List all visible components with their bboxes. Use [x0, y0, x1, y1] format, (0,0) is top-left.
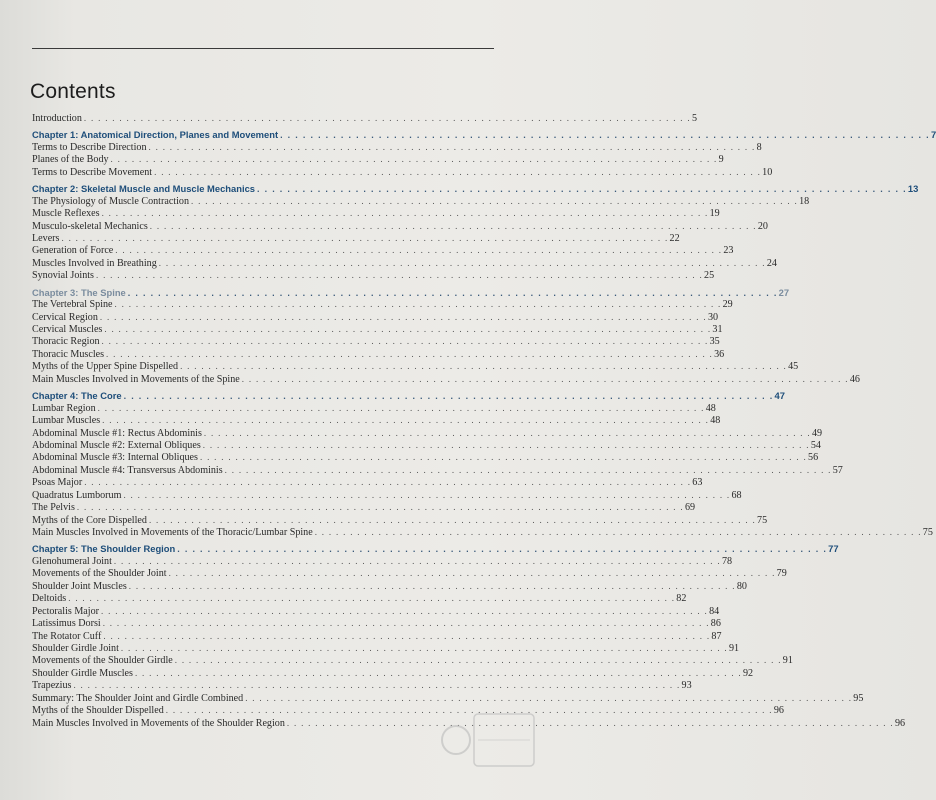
toc-chapter-row [32, 390, 785, 402]
toc-entry-row [32, 141, 762, 154]
table-of-contents [32, 113, 936, 730]
page-number: 27 [778, 286, 790, 298]
page-number: 77 [828, 543, 839, 555]
import-stamp-icon [438, 700, 538, 780]
entry-title: Muscle Reflexes [32, 208, 100, 220]
toc-entry-row [32, 336, 720, 348]
page-number: 86 [710, 618, 721, 630]
toc-entry-row [32, 514, 768, 527]
toc-entry-row [32, 220, 768, 233]
toc-entry-row [32, 555, 733, 568]
toc-entry-row [32, 489, 742, 502]
page-number: 80 [736, 580, 747, 592]
dot-leader: . . . . . . . . . . . . . . . . . . . . . . . . . . . . . . . . . . . . . . . . . . . . . . . . . . . . . . . . . . . . . . . . . . . . . . . . . . . . . . . . . . . . . . [149, 220, 757, 231]
dot-leader: . . . . . . . . . . . . . . . . . . . . . . . . . . . . . . . . . . . . . . . . . . . . . . . . . . . . . . . . . . . . . . . . . . . . . . . . . . . . . . . . . . . . . . [177, 544, 828, 555]
chapter-title: Chapter 1: Anatomical Direction, Planes and Movement [32, 129, 279, 141]
toc-entry-row [32, 717, 906, 730]
entry-title: Cervical Muscles [32, 324, 103, 335]
page-number: 54 [810, 439, 821, 451]
dot-leader: . . . . . . . . . . . . . . . . . . . . . . . . . . . . . . . . . . . . . . . . . . . . . . . . . . . . . . . . . . . . . . . . . . . . . . . . . . . . . . . . . . . . . . [102, 618, 710, 629]
page-number: 79 [776, 568, 787, 580]
dot-leader: . . . . . . . . . . . . . . . . . . . . . . . . . . . . . . . . . . . . . . . . . . . . . . . . . . . . . . . . . . . . . . . . . . . . . . . . . . . . . . . . . . . . . . [68, 593, 676, 604]
page-number: 30 [707, 311, 719, 323]
page-number: 87 [711, 630, 722, 642]
entry-title: Trapezius [32, 680, 72, 692]
toc-entry-row [32, 299, 733, 311]
entry-title: Myths of the Shoulder Dispelled [32, 705, 164, 717]
page-number: 92 [743, 667, 754, 679]
dot-leader: . . . . . . . . . . . . . . . . . . . . . . . . . . . . . . . . . . . . . . . . . . . . . . . . . . . . . . . . . . . . . . . . . . . . . . . . . . . . . . . . . . . . . . [113, 555, 721, 566]
entry-title: Cervical Region [32, 311, 98, 323]
dot-leader: . . . . . . . . . . . . . . . . . . . . . . . . . . . . . . . . . . . . . . . . . . . . . . . . . . . . . . . . . . . . . . . . . . . . . . . . . . . . . . . . . . . . . . [180, 361, 788, 372]
toc-entry-row [32, 605, 720, 618]
dot-leader: . . . . . . . . . . . . . . . . . . . . . . . . . . . . . . . . . . . . . . . . . . . . . . . . . . . . . . . . . . . . . . . . . . . . . . . . . . . . . . . . . . . . . . [104, 324, 712, 334]
dot-leader: . . . . . . . . . . . . . . . . . . . . . . . . . . . . . . . . . . . . . . . . . . . . . . . . . . . . . . . . . . . . . . . . . . . . . . . . . . . . . . . . . . . . . . [97, 402, 705, 413]
dot-leader: . . . . . . . . . . . . . . . . . . . . . . . . . . . . . . . . . . . . . . . . . . . . . . . . . . . . . . . . . . . . . . . . . . . . . . . . . . . . . . . . . . . . . . [61, 232, 669, 243]
entry-title: Shoulder Joint Muscles [32, 580, 127, 592]
entry-title: Generation of Force [32, 245, 114, 257]
entry-title: The Rotator Cuff [32, 630, 102, 642]
dot-leader: . . . . . . . . . . . . . . . . . . . . . . . . . . . . . . . . . . . . . . . . . . . . . . . . . . . . . . . . . . . . . . . . . . . . . . . . . . . . . . . . . . . . . . [115, 245, 723, 256]
entry-title: Introduction [32, 113, 82, 124]
toc-entry-row [32, 154, 724, 166]
entry-title: Planes of the Body [32, 154, 109, 166]
entry-title: Abdominal Muscle #2: External Obliques [32, 439, 201, 451]
toc-entry-row [32, 195, 810, 208]
page-number: 29 [722, 299, 733, 311]
entry-title: Levers [32, 232, 60, 244]
toc-chapter-row [32, 183, 919, 195]
entry-title: Psoas Major [32, 477, 83, 489]
page-number: 63 [692, 477, 703, 489]
page-number: 46 [849, 373, 860, 385]
page-number: 48 [705, 402, 716, 414]
toc-entry-row [32, 692, 864, 705]
dot-leader: . . . . . . . . . . . . . . . . . . . . . . . . . . . . . . . . . . . . . . . . . . . . . . . . . . . . . . . . . . . . . . . . . . . . . . . . . . . . . . . . . . . . . . [241, 373, 849, 384]
toc-entry-row [32, 324, 723, 336]
entry-title: Movements of the Shoulder Joint [32, 568, 167, 580]
page-number: 93 [681, 680, 692, 692]
dot-leader: . . . . . . . . . . . . . . . . . . . . . . . . . . . . . . . . . . . . . . . . . . . . . . . . . . . . . . . . . . . . . . . . . . . . . . . . . . . . . . . . . . . . . . [128, 580, 736, 591]
entry-title: The Pelvis [32, 502, 75, 514]
toc-entry-row [32, 705, 784, 717]
chapter-title: Chapter 5: The Shoulder Region [32, 543, 176, 555]
entry-title: Summary: The Shoulder Joint and Girdle Combined [32, 692, 244, 704]
page-number: 45 [788, 361, 799, 373]
page-number: 68 [731, 489, 742, 501]
toc-chapter-row [32, 286, 790, 299]
page-number: 23 [723, 245, 734, 257]
toc-entry-row [32, 667, 754, 680]
dot-leader: . . . . . . . . . . . . . . . . . . . . . . . . . . . . . . . . . . . . . . . . . . . . . . . . . . . . . . . . . . . . . . . . . . . . . . . . . . . . . . . . . . . . . . [199, 452, 808, 463]
toc-entry-row [32, 361, 799, 373]
toc-chapter-row [32, 129, 936, 141]
page-number: 5 [691, 113, 698, 124]
toc-entry-row [32, 208, 720, 220]
entry-title: Lumbar Region [32, 402, 96, 414]
toc-entry-row [32, 502, 696, 514]
page-number: 13 [907, 183, 919, 195]
page-number: 22 [669, 232, 680, 244]
toc-entry-row [32, 439, 821, 452]
page-number: 20 [757, 220, 768, 232]
toc-entry-row [32, 427, 823, 440]
dot-leader: . . . . . . . . . . . . . . . . . . . . . . . . . . . . . . . . . . . . . . . . . . . . . . . . . . . . . . . . . . . . . . . . . . . . . . . . . . . . . . . . . . . . . . [101, 605, 709, 616]
page-number: 48 [710, 415, 721, 427]
dot-leader: . . . . . . . . . . . . . . . . . . . . . . . . . . . . . . . . . . . . . . . . . . . . . . . . . . . . . . . . . . . . . . . . . . . . . . . . . . . . . . . . . . . . . . [168, 568, 776, 579]
dot-leader: . . . . . . . . . . . . . . . . . . . . . . . . . . . . . . . . . . . . . . . . . . . . . . . . . . . . . . . . . . . . . . . . . . . . . . . . . . . . . . . . . . . . . . [286, 717, 894, 728]
toc-entry-row [32, 630, 722, 643]
dot-leader: . . . . . . . . . . . . . . . . . . . . . . . . . . . . . . . . . . . . . . . . . . . . . . . . . . . . . . . . . . . . . . . . . . . . . . . . . . . . . . . . . . . . . . [191, 195, 799, 206]
page-number: 36 [714, 348, 725, 360]
entry-title: Deltoids [32, 593, 67, 605]
entry-title: Movements of the Shoulder Girdle [32, 655, 173, 667]
dot-leader: . . . . . . . . . . . . . . . . . . . . . . . . . . . . . . . . . . . . . . . . . . . . . . . . . . . . . . . . . . . . . . . . . . . . . . . . . . . . . . . . . . . . . . [101, 208, 709, 219]
dot-leader: . . . . . . . . . . . . . . . . . . . . . . . . . . . . . . . . . . . . . . . . . . . . . . . . . . . . . . . . . . . . . . . . . . . . . . . . . . . . . . . . . . . . . . [102, 415, 710, 426]
toc-entry-row [32, 618, 721, 630]
dot-leader: . . . . . . . . . . . . . . . . . . . . . . . . . . . . . . . . . . . . . . . . . . . . . . . . . . . . . . . . . . . . . . . . . . . . . . . . . . . . . . . . . . . . . . [127, 287, 778, 298]
entry-title: Abdominal Muscle #1: Rectus Abdominis [32, 427, 202, 439]
entry-title: Shoulder Girdle Muscles [32, 667, 133, 679]
entry-title: Main Muscles Involved in Movements of the Shoulder Region [32, 717, 285, 729]
page-number: 8 [756, 141, 762, 153]
entry-title: Terms to Describe Movement [32, 166, 153, 178]
dot-leader: . . . . . . . . . . . . . . . . . . . . . . . . . . . . . . . . . . . . . . . . . . . . . . . . . . . . . . . . . . . . . . . . . . . . . . . . . . . . . . . . . . . . . . [257, 184, 907, 195]
page-number: 35 [709, 336, 720, 348]
page-number: 56 [808, 452, 819, 464]
dot-leader: . . . . . . . . . . . . . . . . . . . . . . . . . . . . . . . . . . . . . . . . . . . . . . . . . . . . . . . . . . . . . . . . . . . . . . . . . . . . . . . . . . . . . . [224, 464, 832, 475]
page-number: 91 [782, 655, 793, 667]
dot-leader: . . . . . . . . . . . . . . . . . . . . . . . . . . . . . . . . . . . . . . . . . . . . . . . . . . . . . . . . . . . . . . . . . . . . . . . . . . . . . . . . . . . . . . [174, 655, 782, 666]
toc-entry-row [32, 311, 719, 324]
page-title: Contents [30, 80, 116, 103]
entry-title: Terms to Describe Direction [32, 141, 147, 153]
page-number: 75 [757, 514, 768, 526]
entry-title: Muscles Involved in Breathing [32, 257, 157, 269]
toc-entry-row [32, 464, 843, 477]
entry-title: Synovial Joints [32, 270, 94, 282]
entry-title: The Vertebral Spine [32, 299, 113, 311]
entry-title: Shoulder Girdle Joint [32, 642, 119, 654]
page-number: 82 [676, 593, 687, 605]
page-number: 49 [811, 427, 823, 439]
dot-leader: . . . . . . . . . . . . . . . . . . . . . . . . . . . . . . . . . . . . . . . . . . . . . . . . . . . . . . . . . . . . . . . . . . . . . . . . . . . . . . . . . . . . . . [114, 299, 722, 310]
toc-entry-row [32, 270, 715, 282]
page-number: 31 [712, 324, 723, 335]
page-number: 24 [766, 257, 777, 269]
toc-entry-row [32, 593, 687, 605]
dot-leader: . . . . . . . . . . . . . . . . . . . . . . . . . . . . . . . . . . . . . . . . . . . . . . . . . . . . . . . . . . . . . . . . . . . . . . . . . . . . . . . . . . . . . . [245, 692, 853, 703]
toc-entry-row [32, 113, 698, 125]
dot-leader: . . . . . . . . . . . . . . . . . . . . . . . . . . . . . . . . . . . . . . . . . . . . . . . . . . . . . . . . . . . . . . . . . . . . . . . . . . . . . . . . . . . . . . [154, 166, 762, 177]
toc-entry-row [32, 232, 680, 245]
toc-entry-row [32, 348, 725, 361]
entry-title: Lumbar Muscles [32, 415, 101, 427]
dot-leader: . . . . . . . . . . . . . . . . . . . . . . . . . . . . . . . . . . . . . . . . . . . . . . . . . . . . . . . . . . . . . . . . . . . . . . . . . . . . . . . . . . . . . . [123, 391, 774, 402]
entry-title: Latissimus Dorsi [32, 618, 101, 630]
toc-entry-row [32, 402, 716, 415]
toc-entry-row [32, 415, 721, 427]
dot-leader: . . . . . . . . . . . . . . . . . . . . . . . . . . . . . . . . . . . . . . . . . . . . . . . . . . . . . . . . . . . . . . . . . . . . . . . . . . . . . . . . . . . . . . [73, 680, 681, 691]
entry-title: Myths of the Core Dispelled [32, 514, 147, 526]
dot-leader: . . . . . . . . . . . . . . . . . . . . . . . . . . . . . . . . . . . . . . . . . . . . . . . . . . . . . . . . . . . . . . . . . . . . . . . . . . . . . . . . . . . . . . [103, 630, 711, 641]
dot-leader: . . . . . . . . . . . . . . . . . . . . . . . . . . . . . . . . . . . . . . . . . . . . . . . . . . . . . . . . . . . . . . . . . . . . . . . . . . . . . . . . . . . . . . [158, 257, 766, 268]
page-number: 10 [762, 166, 773, 178]
page-number: 9 [718, 154, 724, 166]
dot-leader: . . . . . . . . . . . . . . . . . . . . . . . . . . . . . . . . . . . . . . . . . . . . . . . . . . . . . . . . . . . . . . . . . . . . . . . . . . . . . . . . . . . . . . [95, 270, 704, 281]
entry-title: Pectoralis Major [32, 605, 99, 617]
toc-entry-row [32, 477, 703, 489]
dot-leader: . . . . . . . . . . . . . . . . . . . . . . . . . . . . . . . . . . . . . . . . . . . . . . . . . . . . . . . . . . . . . . . . . . . . . . . . . . . . . . . . . . . . . . [99, 311, 707, 322]
entry-title: Quadratus Lumborum [32, 489, 122, 501]
header-rule [32, 48, 494, 49]
entry-title: Thoracic Region [32, 336, 100, 348]
chapter-title: Chapter 4: The Core [32, 390, 122, 402]
page-number: 96 [894, 717, 906, 729]
dot-leader: . . . . . . . . . . . . . . . . . . . . . . . . . . . . . . . . . . . . . . . . . . . . . . . . . . . . . . . . . . . . . . . . . . . . . . . . . . . . . . . . . . . . . . [106, 348, 714, 359]
toc-entry-row [32, 373, 860, 386]
dot-leader: . . . . . . . . . . . . . . . . . . . . . . . . . . . . . . . . . . . . . . . . . . . . . . . . . . . . . . . . . . . . . . . . . . . . . . . . . . . . . . . . . . . . . . [165, 705, 773, 716]
dot-leader: . . . . . . . . . . . . . . . . . . . . . . . . . . . . . . . . . . . . . . . . . . . . . . . . . . . . . . . . . . . . . . . . . . . . . . . . . . . . . . . . . . . . . . [203, 427, 811, 438]
page-number: 47 [774, 390, 785, 402]
dot-leader: . . . . . . . . . . . . . . . . . . . . . . . . . . . . . . . . . . . . . . . . . . . . . . . . . . . . . . . . . . . . . . . . . . . . . . . . . . . . . . . . . . . . . . [120, 642, 728, 653]
chapter-title: Chapter 2: Skeletal Muscle and Muscle Mechanics [32, 183, 255, 195]
page-number: 18 [799, 195, 810, 207]
entry-title: The Physiology of Muscle Contraction [32, 195, 189, 207]
dot-leader: . . . . . . . . . . . . . . . . . . . . . . . . . . . . . . . . . . . . . . . . . . . . . . . . . . . . . . . . . . . . . . . . . . . . . . . . . . . . . . . . . . . . . . [148, 141, 756, 152]
dot-leader: . . . . . . . . . . . . . . . . . . . . . . . . . . . . . . . . . . . . . . . . . . . . . . . . . . . . . . . . . . . . . . . . . . . . . . . . . . . . . . . . . . . . . . [148, 514, 757, 525]
entry-title: Abdominal Muscle #3: Internal Obliques [32, 452, 198, 464]
entry-title: Main Muscles Involved in Movements of the Spine [32, 373, 240, 385]
toc-chapter-row [32, 543, 839, 555]
toc-entry-row [32, 568, 787, 580]
dot-leader: . . . . . . . . . . . . . . . . . . . . . . . . . . . . . . . . . . . . . . . . . . . . . . . . . . . . . . . . . . . . . . . . . . . . . . . . . . . . . . . . . . . . . . [134, 667, 742, 678]
entry-title: Main Muscles Involved in Movements of the Thoracic/Lumbar Spine [32, 527, 313, 538]
page-number: 19 [709, 208, 720, 220]
dot-leader: . . . . . . . . . . . . . . . . . . . . . . . . . . . . . . . . . . . . . . . . . . . . . . . . . . . . . . . . . . . . . . . . . . . . . . . . . . . . . . . . . . . . . . [280, 130, 930, 141]
toc-entry-row [32, 257, 777, 270]
toc-entry-row [32, 580, 747, 593]
page-number: 7 [930, 129, 936, 141]
dot-leader: . . . . . . . . . . . . . . . . . . . . . . . . . . . . . . . . . . . . . . . . . . . . . . . . . . . . . . . . . . . . . . . . . . . . . . . . . . . . . . . . . . . . . . [84, 477, 692, 488]
entry-title: Thoracic Muscles [32, 348, 105, 360]
dot-leader: . . . . . . . . . . . . . . . . . . . . . . . . . . . . . . . . . . . . . . . . . . . . . . . . . . . . . . . . . . . . . . . . . . . . . . . . . . . . . . . . . . . . . . [76, 502, 684, 513]
toc-entry-row [32, 642, 740, 655]
page-number: 57 [832, 464, 843, 476]
toc-entry-row [32, 655, 793, 667]
entry-title: Myths of the Upper Spine Dispelled [32, 361, 179, 373]
toc-entry-row [32, 527, 933, 539]
toc-entry-row [32, 245, 734, 257]
entry-title: Abdominal Muscle #4: Transversus Abdominis [32, 464, 223, 476]
chapter-title: Chapter 3: The Spine [32, 286, 126, 298]
entry-title: Glenohumeral Joint [32, 555, 112, 567]
entry-title: Musculo-skeletal Mechanics [32, 220, 148, 232]
toc-entry-row [32, 452, 819, 464]
dot-leader: . . . . . . . . . . . . . . . . . . . . . . . . . . . . . . . . . . . . . . . . . . . . . . . . . . . . . . . . . . . . . . . . . . . . . . . . . . . . . . . . . . . . . . [202, 439, 810, 450]
dot-leader: . . . . . . . . . . . . . . . . . . . . . . . . . . . . . . . . . . . . . . . . . . . . . . . . . . . . . . . . . . . . . . . . . . . . . . . . . . . . . . . . . . . . . . [123, 489, 731, 500]
page-number: 96 [773, 705, 784, 717]
dot-leader: . . . . . . . . . . . . . . . . . . . . . . . . . . . . . . . . . . . . . . . . . . . . . . . . . . . . . . . . . . . . . . . . . . . . . . . . . . . . . . . . . . . . . . [83, 113, 691, 123]
dot-leader: . . . . . . . . . . . . . . . . . . . . . . . . . . . . . . . . . . . . . . . . . . . . . . . . . . . . . . . . . . . . . . . . . . . . . . . . . . . . . . . . . . . . . . [110, 154, 718, 165]
page-number: 78 [721, 555, 733, 567]
page-number: 95 [853, 692, 864, 704]
toc-entry-row [32, 166, 773, 179]
dot-leader: . . . . . . . . . . . . . . . . . . . . . . . . . . . . . . . . . . . . . . . . . . . . . . . . . . . . . . . . . . . . . . . . . . . . . . . . . . . . . . . . . . . . . . [314, 527, 922, 537]
page-number: 69 [684, 502, 696, 514]
dot-leader: . . . . . . . . . . . . . . . . . . . . . . . . . . . . . . . . . . . . . . . . . . . . . . . . . . . . . . . . . . . . . . . . . . . . . . . . . . . . . . . . . . . . . . [101, 336, 709, 347]
toc-entry-row [32, 680, 692, 692]
page-number: 91 [728, 642, 740, 654]
page-number: 25 [704, 270, 715, 282]
page-number: 75 [922, 527, 933, 538]
page-number: 84 [709, 605, 720, 617]
